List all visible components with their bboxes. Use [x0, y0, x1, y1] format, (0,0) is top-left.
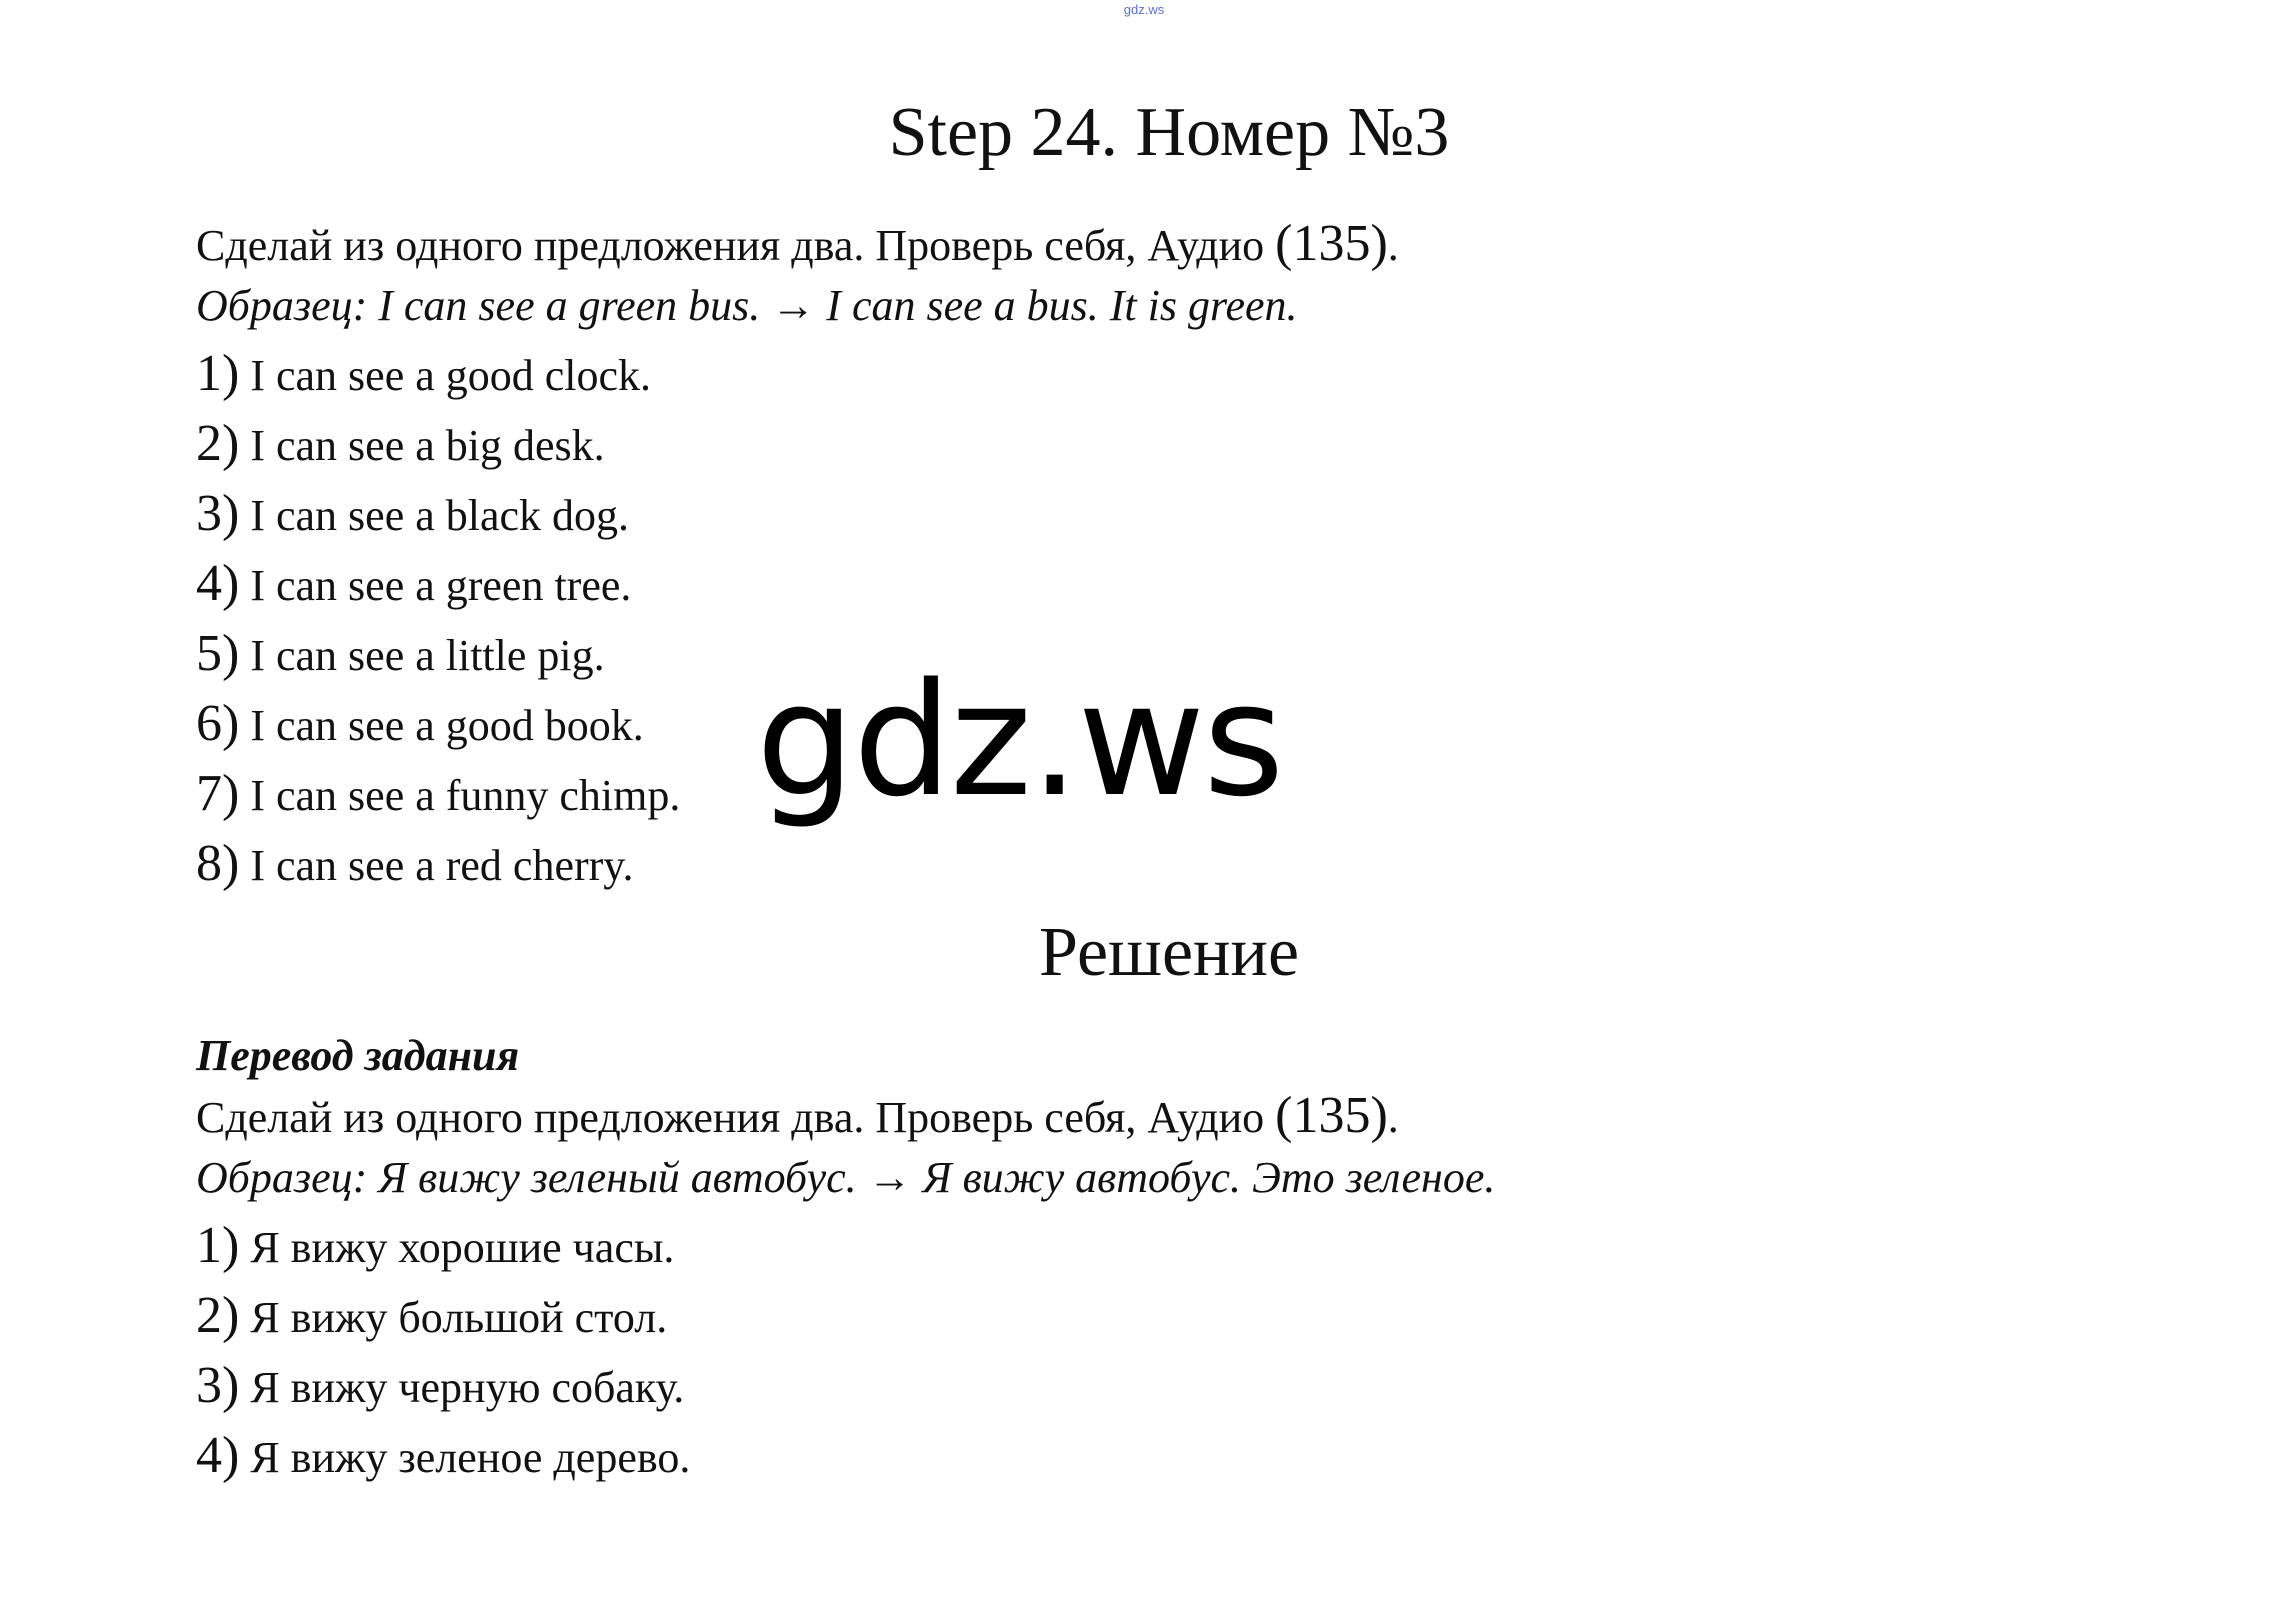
item-number: 7) — [196, 765, 240, 822]
gdz-watermark-logo: gdz.ws — [756, 649, 1283, 831]
list-item — [196, 1352, 2196, 1422]
site-watermark-small: gdz.ws — [1123, 2, 1165, 17]
solution-audio-number: (135) — [1275, 1087, 1388, 1144]
list-item — [196, 1212, 2196, 1282]
item-text: I can see a little pig. — [239, 631, 605, 680]
list-item — [196, 1282, 2196, 1352]
item-text: I can see a good clock. — [239, 351, 652, 400]
item-text: Я вижу черную собаку. — [239, 1363, 685, 1412]
item-number: 3) — [196, 1357, 240, 1414]
solution-heading: Решение — [1038, 914, 1300, 991]
item-text: I can see a green tree. — [239, 561, 632, 610]
item-number: 2) — [196, 415, 240, 472]
task-instruction — [196, 214, 2196, 276]
item-text: I can see a good book. — [239, 701, 644, 750]
solution-items-list — [196, 1212, 2196, 1492]
page-title: Step 24. Номер №3 — [888, 94, 1450, 171]
task-instruction-end: . — [1387, 221, 1399, 270]
item-number: 1) — [196, 345, 240, 402]
item-text: Я вижу большой стол. — [239, 1293, 668, 1342]
list-item — [196, 340, 2196, 410]
list-item — [196, 410, 2196, 480]
item-text: I can see a big desk. — [239, 421, 605, 470]
task-sample: Образец: I can see a green bus. → I can see a bus. It is green. — [196, 281, 1298, 330]
solution-section — [196, 1026, 2196, 1492]
list-item — [196, 480, 2196, 550]
list-item — [196, 1422, 2196, 1492]
item-number: 4) — [196, 1427, 240, 1484]
task-audio-number: (135) — [1275, 215, 1388, 272]
item-text: I can see a funny chimp. — [239, 771, 681, 820]
item-number: 8) — [196, 835, 240, 892]
item-text: I can see a red cherry. — [239, 841, 634, 890]
item-number: 4) — [196, 555, 240, 612]
list-item — [196, 550, 2196, 620]
solution-sample: Образец: Я вижу зеленый автобус. → Я вижу автобус. Это зеленое. — [196, 1153, 1496, 1202]
item-text: I can see a black dog. — [239, 491, 630, 540]
solution-instruction — [196, 1086, 2196, 1148]
solution-instruction-end: . — [1387, 1093, 1399, 1142]
item-number: 2) — [196, 1287, 240, 1344]
item-number: 6) — [196, 695, 240, 752]
item-number: 3) — [196, 485, 240, 542]
item-text: Я вижу хорошие часы. — [239, 1223, 675, 1272]
item-text: Я вижу зеленое дерево. — [239, 1433, 691, 1482]
item-number: 1) — [196, 1217, 240, 1274]
task-instruction-text: Сделай из одного предложения два. Проверь себя, Аудио — [196, 221, 1276, 270]
solution-subheading: Перевод задания — [196, 1031, 520, 1080]
list-item — [196, 830, 2196, 900]
solution-instruction-text: Сделай из одного предложения два. Проверь себя, Аудио — [196, 1093, 1276, 1142]
item-number: 5) — [196, 625, 240, 682]
